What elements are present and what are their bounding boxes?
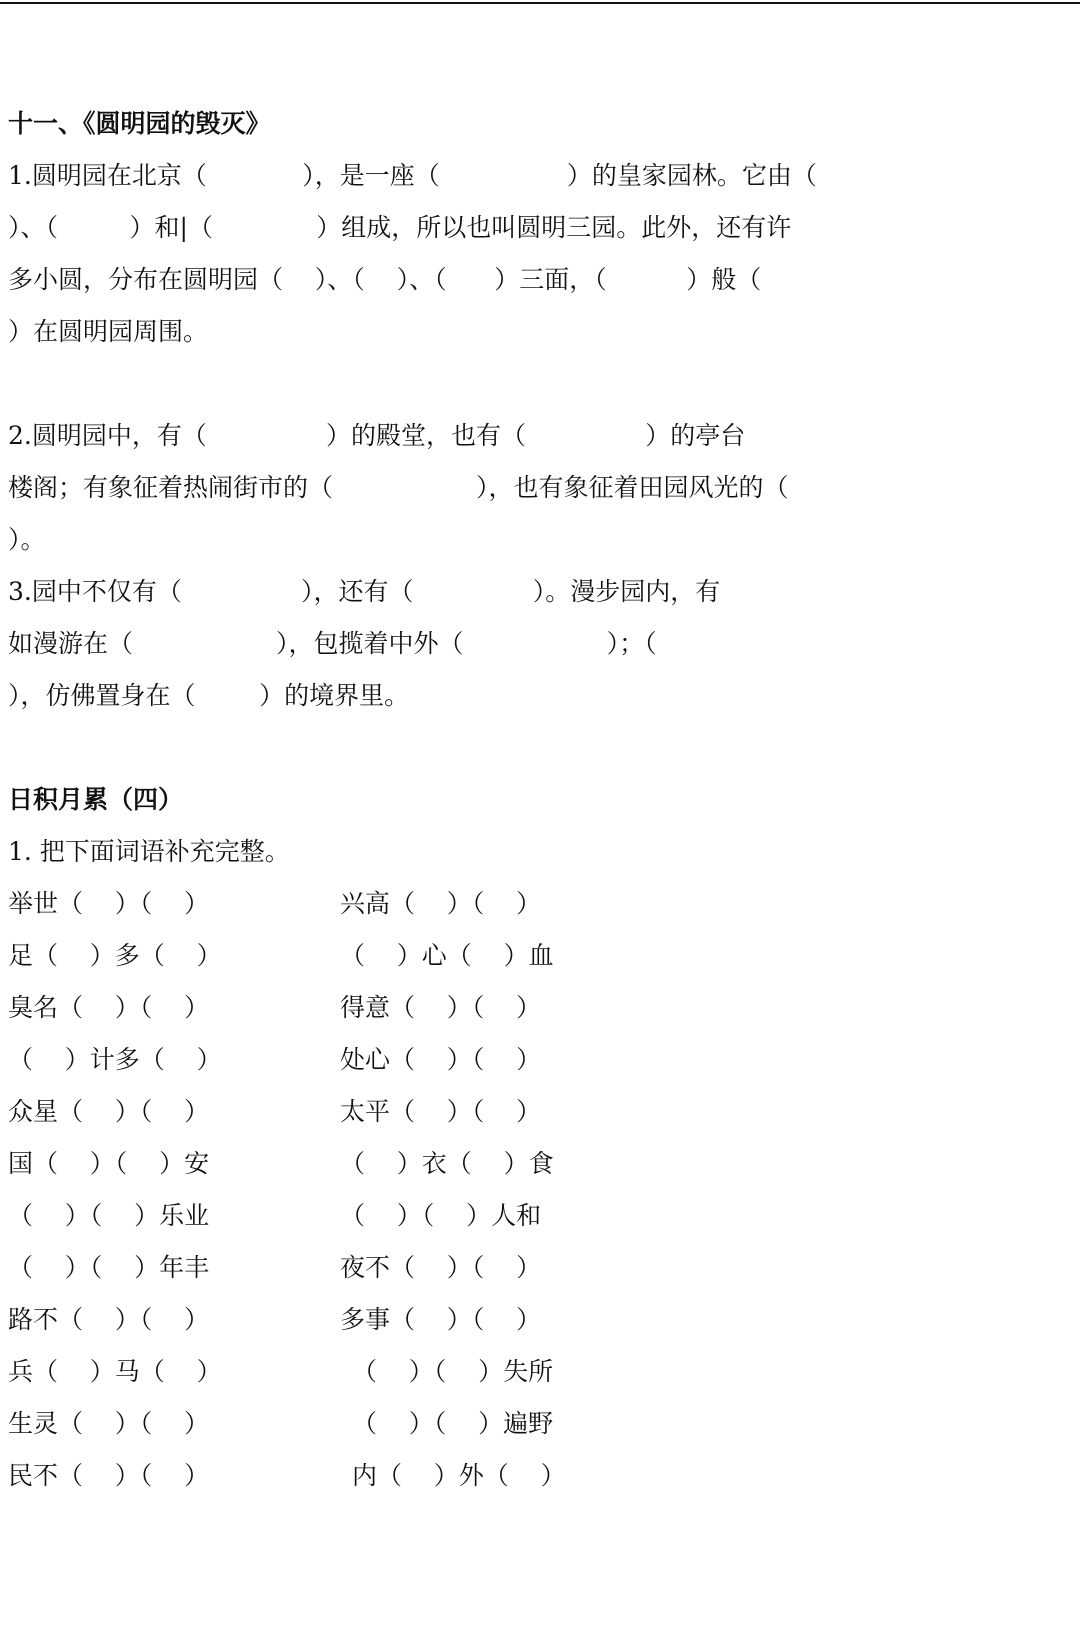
idiom-right: 夜不（ ）（ ）: [340, 1253, 542, 1282]
section-title-yuanmingyuan: 十一、《圆明园的毁灭》: [8, 109, 271, 138]
idiom-right: （ ）心（ ）血: [340, 941, 554, 970]
top-rule: [0, 2, 1080, 4]
instruction-text: 1. 把下面词语补充完整。: [8, 837, 290, 866]
idiom-left: 路不（ ）（ ）: [8, 1305, 210, 1334]
q2-line-2: 楼阁；有象征着热闹街市的（ ），也有象征着田园风光的（: [8, 473, 789, 502]
idiom-right: 得意（ ）（ ）: [340, 993, 542, 1022]
idiom-right: （ ）（ ）人和: [340, 1201, 542, 1230]
idiom-right: 兴高（ ）（ ）: [340, 889, 542, 918]
idiom-right: 处心（ ）（ ）: [340, 1045, 542, 1074]
idiom-right: 多事（ ）（ ）: [340, 1305, 542, 1334]
idiom-right: （ ）（ ）失所: [352, 1357, 554, 1386]
idiom-right: （ ）衣（ ）食: [340, 1149, 554, 1178]
q2-line-1: 2.圆明园中，有（ ）的殿堂，也有（ ）的亭台: [8, 421, 746, 450]
idiom-left: （ ）（ ）年丰: [8, 1253, 210, 1282]
q1-line-4: ）在圆明园周围。: [8, 317, 209, 346]
q1-line-3: 多小圆，分布在圆明园（ ）、（ ）、（ ）三面，（ ）般（: [8, 265, 762, 294]
idiom-left: 生灵（ ）（ ）: [8, 1409, 210, 1438]
idiom-left: 众星（ ）（ ）: [8, 1097, 210, 1126]
idiom-left: 兵（ ）马（ ）: [8, 1357, 222, 1386]
q3-line-3: ），仿佛置身在（ ）的境界里。: [8, 681, 410, 710]
idiom-left: 国（ ）（ ）安: [8, 1149, 210, 1178]
idiom-right: 内（ ）外（ ）: [352, 1461, 566, 1490]
q2-line-3: ）。: [8, 525, 46, 554]
idiom-right: 太平（ ）（ ）: [340, 1097, 542, 1126]
q3-line-2: 如漫游在（ ），包揽着中外（ ）；（: [8, 629, 657, 658]
idiom-left: 足（ ）多（ ）: [8, 941, 222, 970]
idiom-left: 民不（ ）（ ）: [8, 1461, 210, 1490]
q3-line-1: 3.园中不仅有（ ），还有（ ）。漫步园内，有: [8, 577, 721, 606]
idiom-left: 举世（ ）（ ）: [8, 889, 210, 918]
q1-line-1: 1.圆明园在北京（ ），是一座（ ）的皇家园林。它由（: [8, 161, 817, 190]
section-title-riji-yuelei: 日积月累（四）: [8, 785, 184, 814]
idiom-left: （ ）计多（ ）: [8, 1045, 222, 1074]
idiom-right: （ ）（ ）遍野: [352, 1409, 554, 1438]
idiom-left: 臭名（ ）（ ）: [8, 993, 210, 1022]
q1-line-2: ）、（ ）和|（ ）组成，所以也叫圆明三园。此外，还有许: [8, 213, 792, 242]
idiom-left: （ ）（ ）乐业: [8, 1201, 210, 1230]
